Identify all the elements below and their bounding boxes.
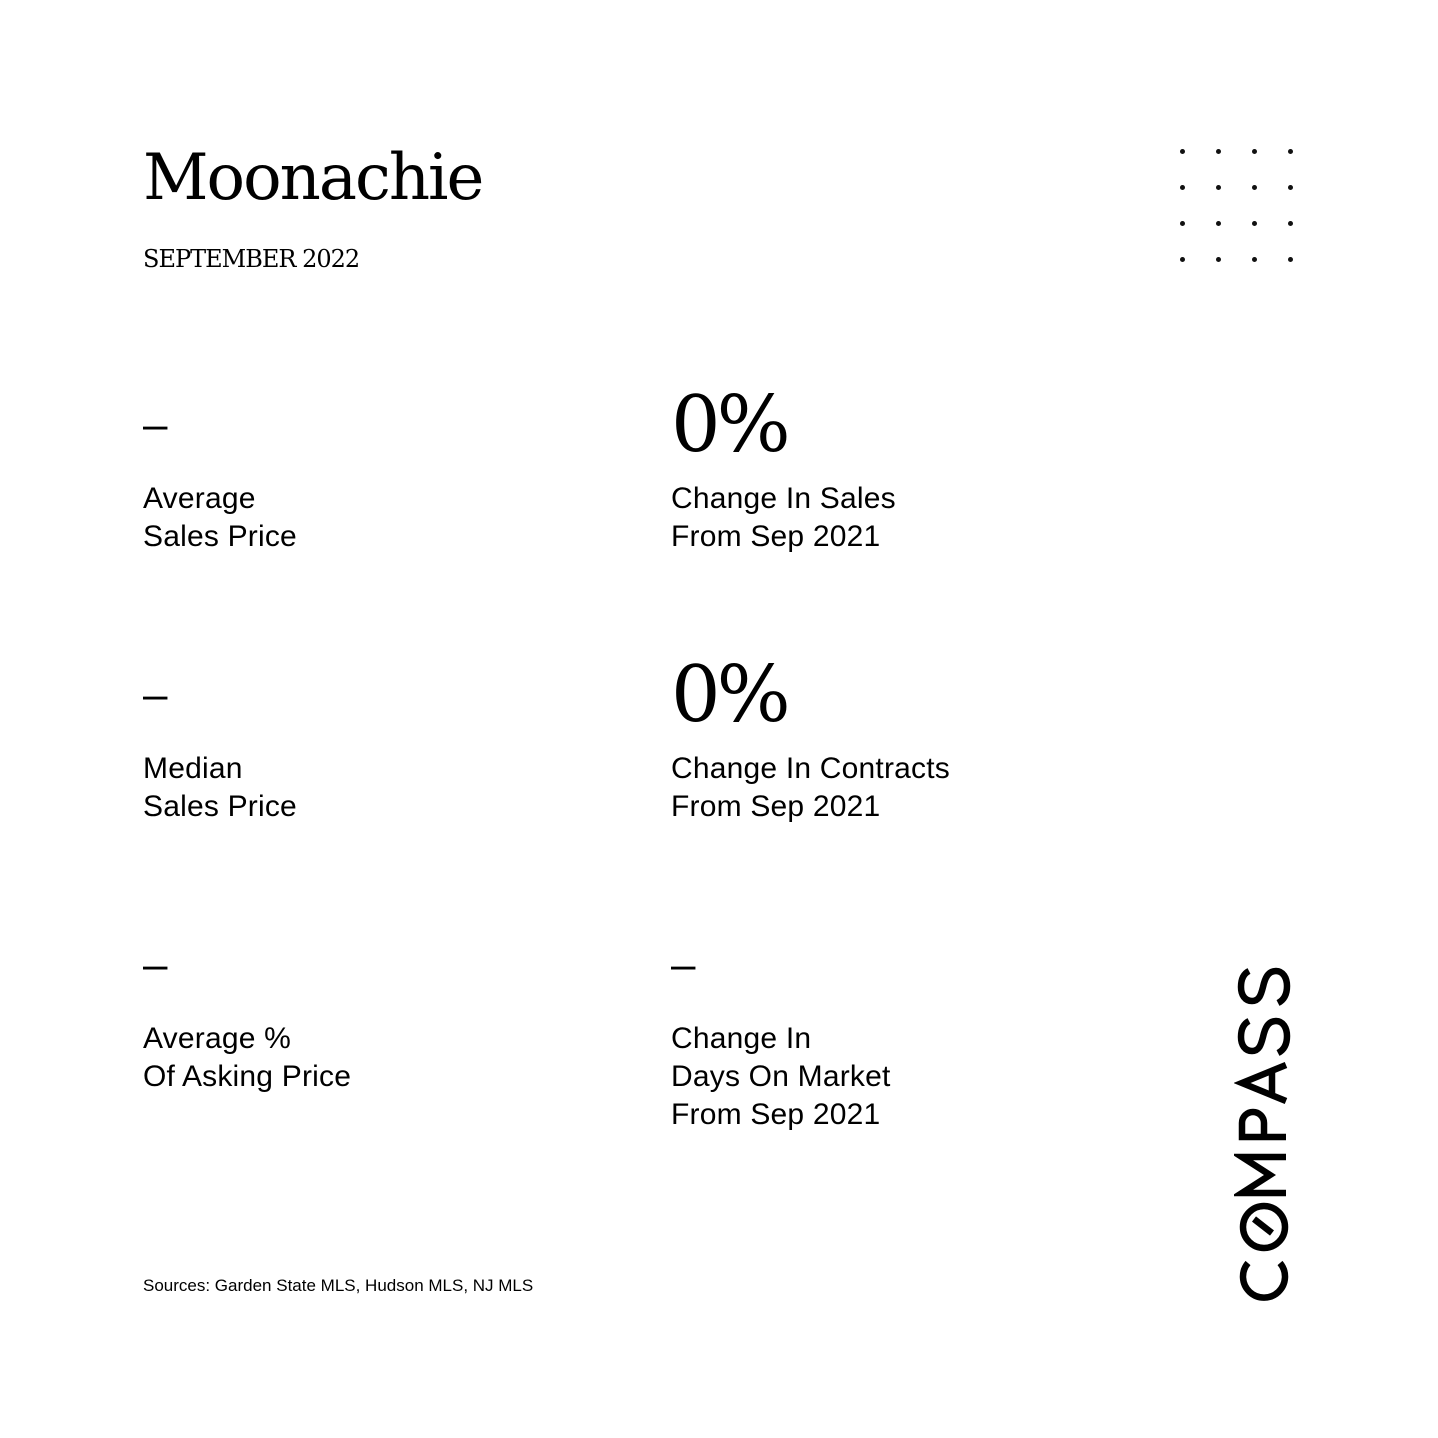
stat-label [143, 480, 297, 556]
dot [1170, 175, 1194, 199]
stat-label-line: Days On Market [671, 1060, 891, 1093]
stat-value: – [143, 940, 168, 989]
stat-label-line: From Sep 2021 [671, 1098, 881, 1131]
stat-label-line: Change In [671, 1022, 812, 1055]
stat-label-line: Sales Price [143, 790, 297, 823]
stat-change-in-sales [671, 380, 896, 556]
sources-note: Sources: Garden State MLS, Hudson MLS, NJ MLS [143, 1276, 534, 1295]
stat-label [143, 750, 297, 826]
report-period: SEPTEMBER 2022 [143, 245, 360, 273]
dot [1242, 175, 1266, 199]
stat-label-line: Median [143, 752, 243, 785]
compass-logo-icon [1234, 945, 1294, 1305]
dot [1206, 247, 1230, 271]
stat-label-line: Sales Price [143, 520, 297, 553]
stat-value: – [143, 400, 168, 449]
stat-label-line: Average % [143, 1022, 292, 1055]
dot [1206, 211, 1230, 235]
stat-label [671, 480, 896, 556]
dot [1278, 175, 1302, 199]
compass-logo [1234, 945, 1294, 1305]
stat-value: 0% [671, 650, 787, 740]
dot [1170, 211, 1194, 235]
page-title: Moonachie [143, 141, 483, 215]
stat-median-sales-price [143, 656, 297, 826]
stat-label [671, 1020, 891, 1134]
dot [1242, 211, 1266, 235]
dot-grid-icon [1170, 139, 1302, 271]
dot [1242, 247, 1266, 271]
stat-label-line: Change In Sales [671, 482, 896, 515]
dot [1278, 139, 1302, 163]
dot [1278, 247, 1302, 271]
stat-average-percent-of-asking [143, 926, 351, 1096]
dot [1206, 175, 1230, 199]
dot [1242, 139, 1266, 163]
stat-label-line: From Sep 2021 [671, 790, 881, 823]
stat-label-line: Of Asking Price [143, 1060, 352, 1093]
stat-change-in-days-on-market [671, 926, 891, 1134]
stat-label-line: From Sep 2021 [671, 520, 881, 553]
stat-value: – [671, 940, 696, 989]
dot [1170, 139, 1194, 163]
dot [1206, 139, 1230, 163]
stat-label-line: Change In Contracts [671, 752, 950, 785]
stat-average-sales-price [143, 386, 297, 556]
stat-label-line: Average [143, 482, 256, 515]
dot [1170, 247, 1194, 271]
stat-change-in-contracts [671, 650, 950, 826]
stat-label [671, 750, 950, 826]
dot [1278, 211, 1302, 235]
stat-value: – [143, 670, 168, 719]
stat-value: 0% [671, 380, 787, 470]
stat-label [143, 1020, 351, 1096]
